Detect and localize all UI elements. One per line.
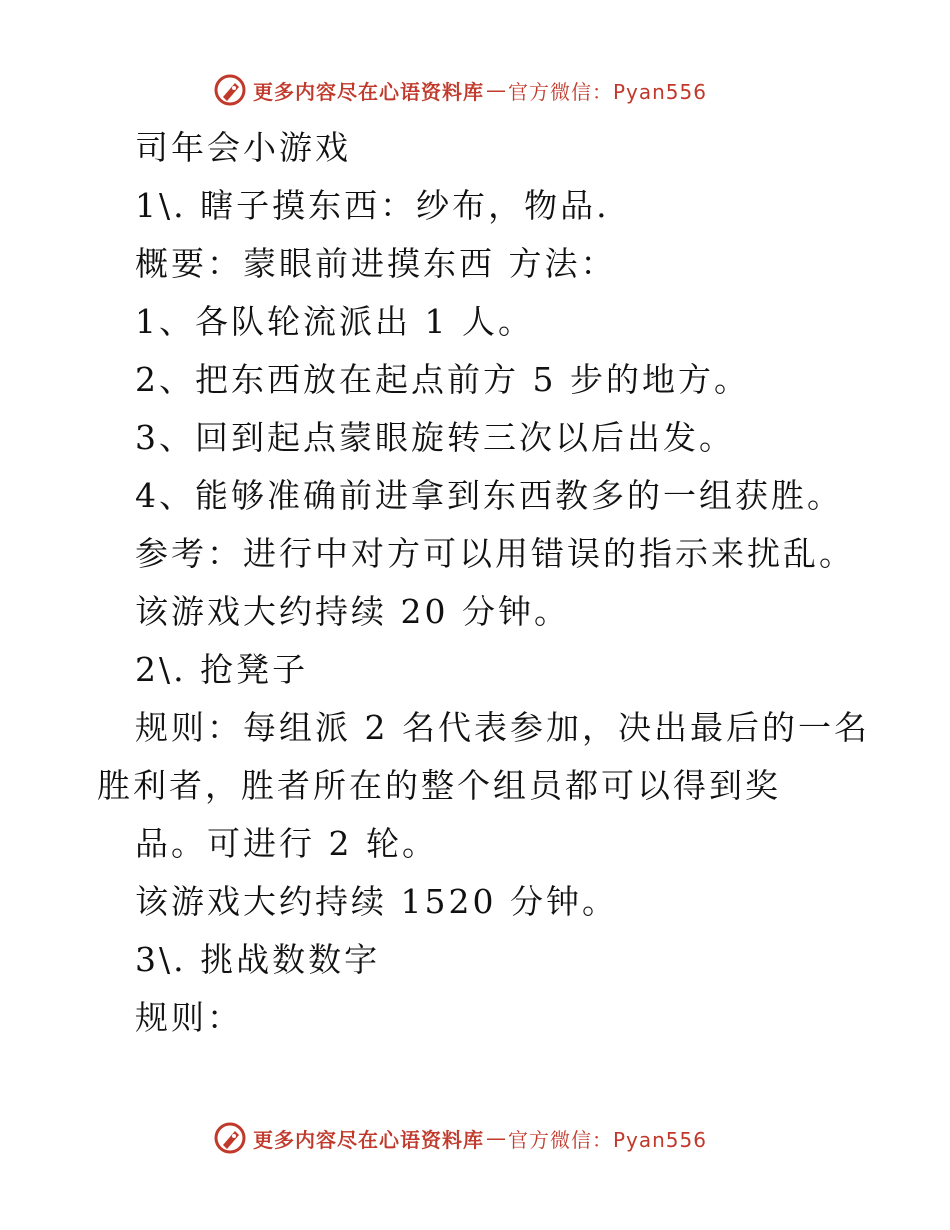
watermark-text: 更多内容尽在心语资料库 <box>252 1127 484 1152</box>
watermark-suffix: 官方微信：Pyan556 <box>507 79 707 104</box>
text-line: 参考：进行中对方可以用错误的指示来扰乱。 <box>135 534 855 573</box>
text-line: 2\. 抢凳子 <box>135 650 309 689</box>
text-line: 1\. 瞎子摸东西：纱布，物品. <box>135 186 610 225</box>
watermark-suffix: 官方微信：Pyan556 <box>507 1127 707 1152</box>
text-line: 1、各队轮流派出 1 人。 <box>135 302 534 341</box>
text-line: 该游戏大约持续 20 分钟。 <box>135 592 570 631</box>
header-watermark <box>0 70 950 110</box>
text-line: 2、把东西放在起点前方 5 步的地方。 <box>135 360 750 399</box>
text-line: 概要：蒙眼前进摸东西 方法： <box>135 244 617 283</box>
pen-nib-logo-icon <box>213 73 247 107</box>
text-line: 规则：每组派 2 名代表参加，决出最后的一名 <box>135 708 870 747</box>
text-line: 该游戏大约持续 1520 分钟。 <box>135 882 618 921</box>
watermark-separator: — <box>485 78 506 102</box>
text-line: 3、回到起点蒙眼旋转三次以后出发。 <box>135 418 735 457</box>
text-line: 胜利者，胜者所在的整个组员都可以得到奖 <box>97 766 781 805</box>
text-line: 品。可进行 2 轮。 <box>135 824 438 863</box>
text-line: 4、能够准确前进拿到东西教多的一组获胜。 <box>135 476 843 515</box>
text-line: 规则： <box>135 998 243 1037</box>
footer-watermark <box>0 1118 950 1158</box>
pen-nib-logo-icon <box>213 1121 247 1155</box>
text-line: 司年会小游戏 <box>135 128 351 167</box>
text-line: 3\. 挑战数数字 <box>135 940 381 979</box>
watermark-text: 更多内容尽在心语资料库 <box>252 79 484 104</box>
watermark-separator: — <box>485 1126 506 1150</box>
